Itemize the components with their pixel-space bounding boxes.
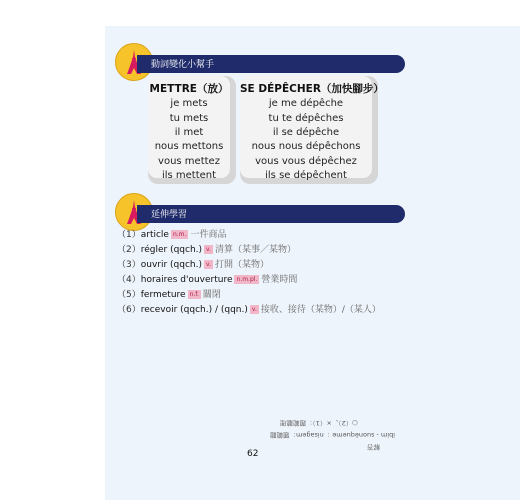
conjugation-line: ils mettent	[161, 170, 217, 181]
vocab-meaning: 清算（某事／某物）	[215, 245, 297, 255]
conjugation-line: tu mets	[169, 113, 209, 124]
answer-key-line: ibim - suonèqueme ：nisagem：題範聽	[270, 431, 396, 439]
answer-key-line: ○（2）、×（1）：題範聽理	[280, 419, 358, 427]
section-title-bar	[137, 205, 405, 223]
conjugation-card-se-depecher	[240, 76, 384, 184]
vocab-word: régler (qqch.)	[140, 245, 203, 255]
item-number: （6）	[117, 305, 141, 315]
card-title: METTRE（放）	[149, 83, 229, 95]
section-header-extended-learning	[115, 205, 415, 223]
vocab-word: horaires d'ouverture	[140, 275, 233, 285]
part-of-speech-tag: v.	[206, 261, 211, 268]
part-of-speech-tag: n.f.	[189, 291, 199, 298]
card-panel	[148, 76, 230, 181]
part-of-speech-tag: n.m.	[172, 231, 187, 238]
conjugation-line: nous mettons	[154, 141, 224, 152]
part-of-speech-tag: n.m.pl.	[236, 276, 258, 283]
item-number: （2）	[117, 245, 141, 255]
vocab-item	[117, 242, 296, 255]
section-title: 延伸學習	[151, 210, 188, 220]
vocab-item	[117, 227, 226, 240]
conjugation-card-mettre	[148, 76, 236, 184]
conjugation-line: il met	[174, 127, 204, 138]
conjugation-line: tu te dépêches	[268, 113, 344, 124]
answer-key-heading: 解答	[367, 443, 380, 451]
vocab-meaning: 一件商品	[190, 230, 227, 240]
item-number: （5）	[117, 290, 141, 300]
part-of-speech-tag: v.	[251, 306, 257, 313]
vocab-meaning: 打開（某物）	[215, 260, 270, 270]
item-number: （1）	[117, 230, 141, 240]
card-panel	[240, 76, 384, 181]
vocab-word: recevoir (qqch.) / (qqn.)	[140, 305, 248, 315]
item-number: （4）	[117, 275, 141, 285]
vocab-item	[117, 272, 297, 285]
vocab-item	[117, 257, 269, 270]
vocab-item	[117, 302, 381, 315]
card-title: SE DÉPÊCHER（加快腳步）	[240, 83, 384, 95]
section-header-verb-helper	[115, 55, 415, 73]
part-of-speech-tag: v.	[206, 246, 212, 253]
item-number: （3）	[117, 260, 141, 270]
section-title: 動詞變化小幫手	[151, 60, 215, 70]
vocab-meaning: 關閉	[202, 290, 221, 300]
section-title-bar	[137, 55, 405, 73]
conjugation-line: vous mettez	[158, 156, 220, 167]
conjugation-line: je mets	[170, 98, 208, 109]
vocab-word: fermeture	[140, 290, 186, 300]
conjugation-line: vous vous dépêchez	[255, 156, 357, 167]
page-number: 62	[247, 449, 259, 459]
conjugation-line: nous nous dépêchons	[251, 141, 361, 152]
vocab-meaning: 營業時間	[261, 275, 298, 285]
vocab-word: article	[140, 230, 169, 240]
vocab-item	[117, 287, 221, 300]
vocab-word: ouvrir (qqch.)	[140, 260, 202, 270]
vocab-meaning: 接收、接待（某物）/（某人）	[260, 305, 381, 315]
conjugation-line: je me dépêche	[268, 98, 344, 109]
conjugation-line: ils se dépêchent	[265, 170, 347, 181]
conjugation-line: il se dépêche	[272, 127, 340, 138]
